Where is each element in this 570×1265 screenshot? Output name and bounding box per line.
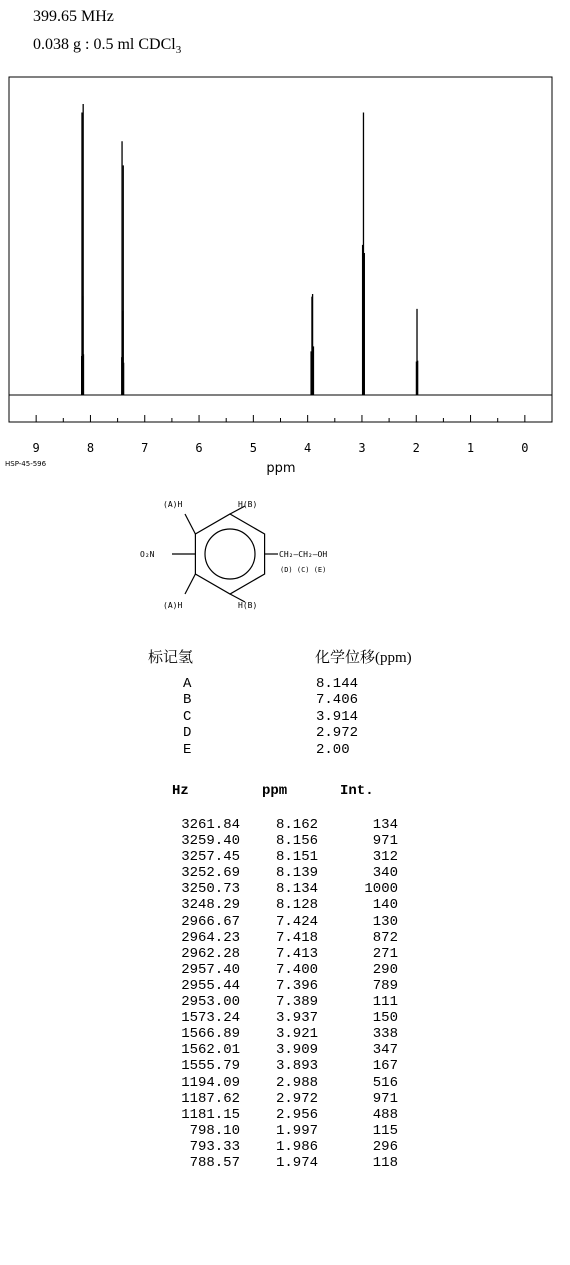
bond-h-a-top bbox=[185, 514, 195, 534]
cell-hz: 3248.29 bbox=[181, 897, 240, 914]
cell-ppm: 2.972 bbox=[275, 1090, 318, 1107]
assignment-shift: 8.144 bbox=[316, 676, 359, 692]
spectrum-id: HSP-45-596 bbox=[5, 460, 47, 468]
cell-int: 1000 bbox=[364, 881, 398, 898]
table-row bbox=[140, 849, 400, 865]
cell-int: 340 bbox=[372, 865, 398, 882]
cell-ppm: 8.139 bbox=[275, 865, 318, 882]
cell-hz: 1181.15 bbox=[181, 1106, 240, 1123]
assignment-label: C bbox=[183, 708, 192, 725]
assignment-shift: 7.406 bbox=[316, 692, 359, 709]
cell-int: 488 bbox=[372, 1106, 398, 1123]
assignment-header-hydrogen: 标记氢 bbox=[148, 650, 194, 666]
cell-ppm: 1.986 bbox=[275, 1138, 318, 1155]
cell-hz: 793.33 bbox=[189, 1138, 240, 1155]
table-row bbox=[140, 881, 400, 897]
table-row bbox=[140, 1010, 400, 1026]
assignment-row bbox=[183, 742, 403, 758]
cell-int: 971 bbox=[372, 1090, 398, 1107]
table-row bbox=[140, 865, 400, 881]
cell-int: 516 bbox=[372, 1074, 398, 1091]
table-row bbox=[140, 914, 400, 930]
assignment-shift: 3.914 bbox=[316, 708, 359, 725]
cell-hz: 1566.89 bbox=[181, 1026, 240, 1043]
cell-ppm: 7.418 bbox=[275, 929, 318, 946]
tick-label: 0 bbox=[521, 441, 529, 455]
tick-label: 7 bbox=[141, 441, 149, 455]
cell-ppm: 7.413 bbox=[275, 945, 318, 962]
label-chain: CH₂—CH₂—OH bbox=[279, 550, 328, 559]
label-nitro: O₂N bbox=[140, 550, 155, 559]
assignment-label: D bbox=[183, 725, 192, 742]
cell-hz: 1562.01 bbox=[181, 1042, 240, 1059]
cell-ppm: 7.389 bbox=[275, 994, 318, 1011]
plot-frame bbox=[9, 77, 552, 422]
cell-int: 111 bbox=[372, 994, 398, 1011]
cell-ppm: 3.937 bbox=[275, 1010, 318, 1027]
tick-label: 3 bbox=[358, 441, 366, 455]
assignment-table bbox=[183, 676, 403, 758]
cell-ppm: 8.151 bbox=[275, 849, 318, 866]
cell-int: 296 bbox=[372, 1138, 398, 1155]
assignment-shift: 2.972 bbox=[316, 725, 359, 742]
cell-hz: 3259.40 bbox=[181, 833, 240, 850]
header-int: Int. bbox=[340, 783, 374, 799]
cell-ppm: 8.156 bbox=[275, 833, 318, 850]
table-row bbox=[140, 1123, 400, 1139]
cell-ppm: 3.893 bbox=[275, 1058, 318, 1075]
tick-label: 2 bbox=[412, 441, 420, 455]
peaks bbox=[82, 104, 418, 395]
cell-hz: 788.57 bbox=[189, 1154, 240, 1171]
header-hz: Hz bbox=[172, 783, 189, 799]
cell-ppm: 7.400 bbox=[275, 961, 318, 978]
cell-int: 167 bbox=[372, 1058, 398, 1075]
cell-hz: 1573.24 bbox=[181, 1010, 240, 1027]
peak-table bbox=[140, 817, 400, 1171]
cell-int: 271 bbox=[372, 945, 398, 962]
cell-ppm: 1.974 bbox=[275, 1154, 318, 1171]
cell-hz: 2953.00 bbox=[181, 994, 240, 1011]
table-row bbox=[140, 1058, 400, 1074]
tick-label: 6 bbox=[195, 441, 203, 455]
assignment-label: E bbox=[183, 741, 192, 758]
cell-hz: 1555.79 bbox=[181, 1058, 240, 1075]
table-row bbox=[140, 817, 400, 833]
assignment-shift: 2.00 bbox=[316, 741, 350, 758]
cell-int: 971 bbox=[372, 833, 398, 850]
table-row bbox=[140, 978, 400, 994]
table-row bbox=[140, 1139, 400, 1155]
header-ppm: ppm bbox=[262, 783, 288, 799]
x-axis-label: ppm bbox=[266, 461, 296, 476]
cell-ppm: 3.909 bbox=[275, 1042, 318, 1059]
cell-int: 134 bbox=[372, 817, 398, 833]
table-row bbox=[140, 962, 400, 978]
cell-int: 338 bbox=[372, 1026, 398, 1043]
cell-int: 140 bbox=[372, 897, 398, 914]
tick-label: 9 bbox=[32, 441, 40, 455]
cell-ppm: 3.921 bbox=[275, 1026, 318, 1043]
label-h-a-top: (A)H bbox=[163, 500, 183, 509]
assignment-row bbox=[183, 676, 403, 692]
table-row bbox=[140, 994, 400, 1010]
benzene-ring bbox=[195, 514, 264, 594]
table-row bbox=[140, 1026, 400, 1042]
label-h-b-top: H(B) bbox=[238, 500, 258, 509]
assignment-row bbox=[183, 725, 403, 741]
cell-hz: 2964.23 bbox=[181, 929, 240, 946]
tick-label: 8 bbox=[86, 441, 95, 455]
table-row bbox=[140, 1155, 400, 1171]
cell-ppm: 2.988 bbox=[275, 1074, 318, 1091]
table-row bbox=[140, 1075, 400, 1091]
table-row bbox=[140, 946, 400, 962]
sample-subscript: 3 bbox=[175, 44, 182, 57]
table-row bbox=[140, 1091, 400, 1107]
cell-ppm: 8.128 bbox=[275, 897, 318, 914]
cell-int: 290 bbox=[372, 961, 398, 978]
cell-int: 789 bbox=[372, 977, 398, 994]
cell-int: 347 bbox=[372, 1042, 398, 1059]
spectrometer-frequency: 399.65 MHz bbox=[33, 8, 114, 25]
cell-int: 115 bbox=[372, 1122, 398, 1139]
label-h-b-bottom: H(B) bbox=[238, 601, 258, 610]
table-row bbox=[140, 1042, 400, 1058]
label-h-a-bottom: (A)H bbox=[163, 601, 183, 610]
cell-ppm: 2.956 bbox=[275, 1106, 318, 1123]
cell-hz: 2957.40 bbox=[181, 961, 240, 978]
cell-int: 150 bbox=[372, 1010, 398, 1027]
table-row bbox=[140, 833, 400, 849]
tick-label: 5 bbox=[249, 441, 257, 455]
cell-hz: 3252.69 bbox=[181, 865, 240, 882]
assignment-row bbox=[183, 709, 403, 725]
assignment-row bbox=[183, 692, 403, 708]
cell-hz: 798.10 bbox=[189, 1122, 240, 1139]
molecule-structure bbox=[130, 480, 390, 630]
cell-hz: 2962.28 bbox=[181, 945, 240, 962]
ring-hexagon bbox=[195, 514, 264, 594]
cell-ppm: 7.396 bbox=[275, 977, 318, 994]
cell-int: 872 bbox=[372, 929, 398, 946]
cell-int: 312 bbox=[372, 849, 398, 866]
bond-h-a-bottom bbox=[185, 574, 195, 594]
table-row bbox=[140, 897, 400, 913]
tick-labels bbox=[33, 441, 529, 455]
aromatic-circle bbox=[205, 529, 255, 579]
peak-table-header bbox=[150, 783, 410, 801]
cell-hz: 3257.45 bbox=[181, 849, 240, 866]
assignment-label: B bbox=[183, 692, 192, 709]
cell-int: 130 bbox=[372, 913, 398, 930]
cell-ppm: 1.997 bbox=[275, 1122, 318, 1139]
cell-hz: 1187.62 bbox=[181, 1090, 240, 1107]
nmr-spectrum-chart bbox=[0, 0, 570, 480]
tick-label: 1 bbox=[466, 441, 475, 455]
cell-hz: 2955.44 bbox=[181, 977, 240, 994]
table-row bbox=[140, 930, 400, 946]
cell-hz: 3250.73 bbox=[181, 881, 240, 898]
cell-ppm: 7.424 bbox=[275, 913, 318, 930]
cell-hz: 1194.09 bbox=[181, 1074, 240, 1091]
assignment-header-shift: 化学位移(ppm) bbox=[315, 650, 412, 666]
assignment-label: A bbox=[183, 676, 192, 692]
cell-ppm: 8.162 bbox=[275, 817, 318, 833]
cell-ppm: 8.134 bbox=[275, 881, 318, 898]
cell-hz: 2966.67 bbox=[181, 913, 240, 930]
table-row bbox=[140, 1107, 400, 1123]
label-chain-positions: (D) (C) (E) bbox=[280, 566, 327, 574]
sample-text: 0.038 g : 0.5 ml CDCl bbox=[33, 36, 176, 53]
cell-hz: 3261.84 bbox=[181, 817, 240, 833]
tick-label: 4 bbox=[304, 441, 312, 455]
cell-int: 118 bbox=[372, 1154, 398, 1171]
